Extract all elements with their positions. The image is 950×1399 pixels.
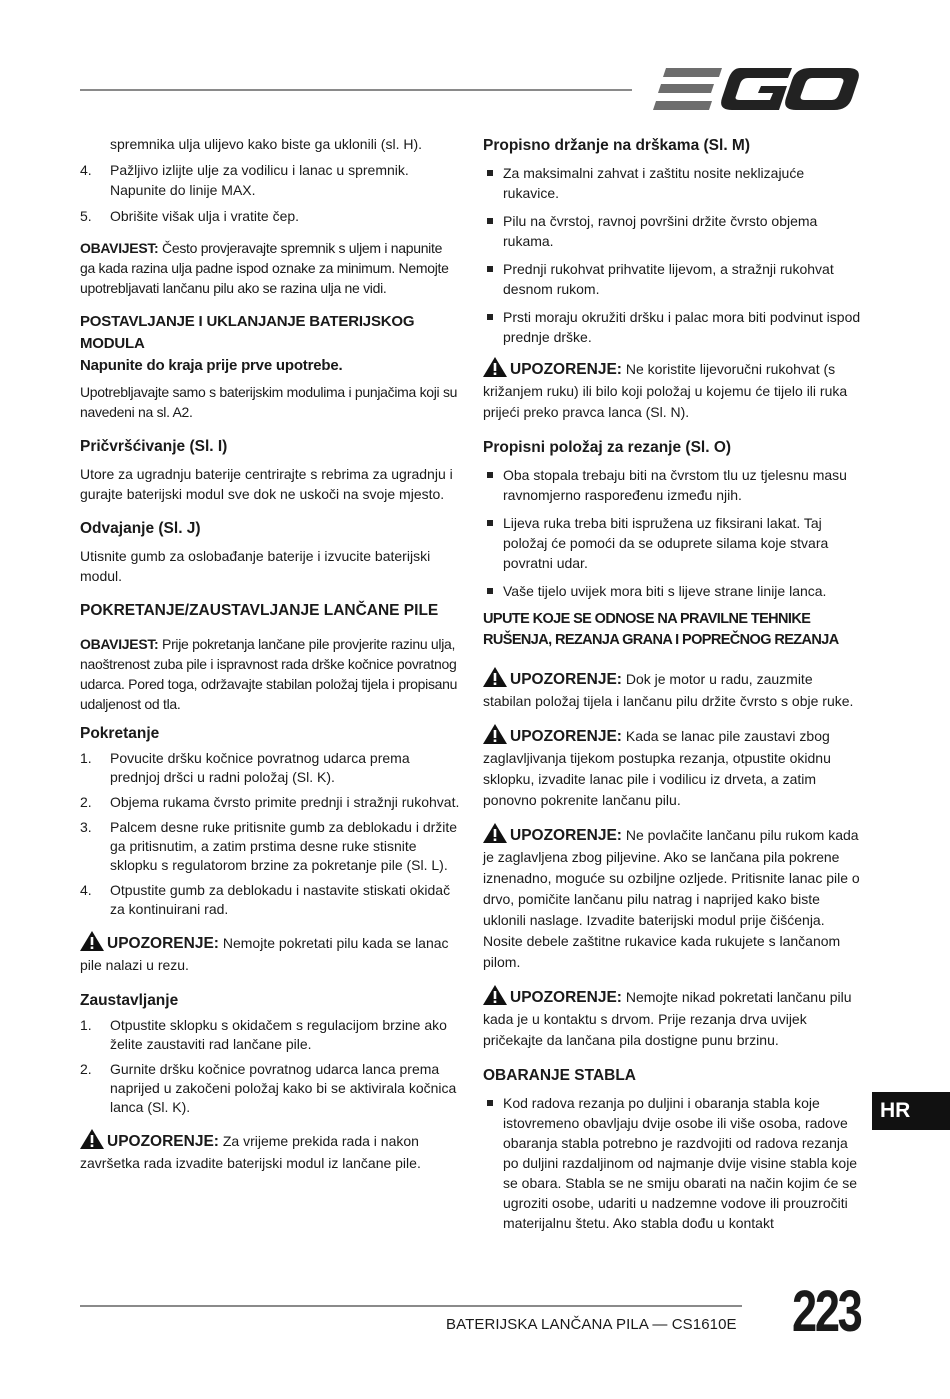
felling-list: [483, 1093, 861, 1233]
notice-oil: OBAVIJEST: Često provjeravajte spremnik s uljem i napunite ga kada razina ulja padne ispod oznake za minimum. Nemojte upotrebljavati lančanu pilu ako se razina ulja ne vidi.: [80, 240, 449, 296]
felling-heading: OBARANJE STABLA: [483, 1067, 636, 1084]
start-heading: Pokretanje: [80, 725, 160, 742]
oil-steps: [80, 160, 460, 226]
attach-text: Utore za ugradnju baterije centrirajte s rebrima za ugradnju i gurajte baterijski modul sve dok ne uskoči na svoje mjesto.: [80, 466, 453, 502]
warning-pull: UPOZORENJE: Ne povlačite lančanu pilu rukom kada je zaglavljena zbog piljevine. Ako se lančana pila pokrene iznenadno, moguće su ozbiljne ozljede. Pritisnite lanac pile o drvo, pomičite lančanu pilu natrag i naprijed kako biste uklonili naslage. Izvadite baterijski modul prije čišćenja. Nosite debele zaštitne rukavice kada rukujete s lančanom pilom.: [483, 823, 861, 973]
position-list: [483, 465, 861, 601]
warning-icon: [483, 667, 507, 687]
technique-heading: UPUTE KOJE SE ODNOSE NA PRAVILNE TEHNIKE RUŠENJA, REZANJA GRANA I POPREČNOG REZANJA: [483, 611, 839, 648]
stop-steps: [80, 1016, 460, 1117]
list-item: Lijeva ruka treba biti ispružena uz fiksirani lakat. Taj položaj će pomoći da se oduprete silama koje stvara povratni udar.: [483, 513, 861, 573]
list-item: 1. Povucite dršku kočnice povratnog udarca prema prednjoj dršci u radni položaj (Sl. K).: [80, 750, 410, 785]
warning-icon: [483, 823, 507, 843]
ego-logo: [652, 66, 860, 112]
start-steps: [80, 749, 460, 919]
startstop-heading: POKRETANJE/ZAUSTAVLJANJE LANČANE PILE: [80, 602, 439, 619]
left-column: [80, 134, 460, 1174]
warning-grip: UPOZORENJE: Ne koristite lijevoručni rukohvat (s križanjem ruku) ili bilo koji položaj u kojemu će tijelo ili ruka prijeći preko pravca lanca (Sl. N).: [483, 357, 861, 423]
detach-text: Utisnite gumb za oslobađanje baterije i izvucite baterijski modul.: [80, 548, 431, 584]
grip-list: [483, 163, 861, 347]
footer-title: BATERIJSKA LANČANA PILA — CS1610E: [446, 1316, 737, 1333]
continued-text: spremnika ulja ulijevo kako biste ga uklonili (sl. H).: [110, 136, 423, 152]
warning-contact: UPOZORENJE: Nemojte nikad pokretati lančanu pilu kada je u kontaktu s drvom. Prije rezanja drva uvijek pričekajte da lančana pila dostigne punu brzinu.: [483, 985, 861, 1051]
battery-heading: POSTAVLJANJE I UKLANJANJE BATERIJSKOG MODULA: [80, 313, 415, 352]
language-tab: HR: [872, 1092, 950, 1130]
list-item: 1. Otpustite sklopku s okidačem s regulacijom brzine ako želite zaustaviti rad lančane pile.: [80, 1017, 447, 1052]
header-rule: [80, 89, 632, 91]
warning-stuck: UPOZORENJE: Kada se lanac pile zaustavi zbog zaglavljivanja tijekom postupka rezanja, otpustite okidnu sklopku, izvadite lanac pile i vodilicu iz drveta, a zatim ponovno pokrenite lančanu pilu.: [483, 724, 861, 811]
list-item: 2. Gurnite dršku kočnice povratnog udarca lanca prema naprijed u zakočeni položaj kako bi se aktivirala kočnica lanca (Sl. K).: [80, 1061, 457, 1115]
list-item: 4. Otpustite gumb za deblokadu i nastavite stiskati okidač za kontinuirani rad.: [80, 882, 451, 917]
list-item: Prednji rukohvat prihvatite lijevom, a stražnji rukohvat desnom rukom.: [483, 259, 861, 299]
warning-icon: [483, 357, 507, 377]
list-item: 4. Pažljivo izlijte ulje za vodilicu i lanac u spremnik. Napunite do linije MAX.: [80, 162, 409, 198]
list-item: 2. Objema rukama čvrsto primite prednji i stražnji rukohvat.: [80, 794, 460, 810]
attach-heading: Pričvršćivanje (Sl. I): [80, 438, 228, 455]
warning-icon: [80, 1129, 104, 1149]
list-item: Vaše tijelo uvijek mora biti s lijeve strane linije lanca.: [483, 581, 861, 601]
position-heading: Propisni položaj za rezanje (Sl. O): [483, 439, 732, 456]
page-number: 223: [792, 1279, 861, 1344]
right-column: [483, 135, 861, 1233]
battery-subheading: Napunite do kraja prije prve upotrebe.: [80, 357, 343, 374]
list-item: Oba stopala trebaju biti na čvrstom tlu uz tjelesnu masu ravnomjerno raspoređenu između njih.: [483, 465, 861, 505]
battery-text: Upotrebljavajte samo s baterijskim modulima i punjačima koji su navedeni na sl. A2.: [80, 384, 458, 420]
list-item: 5. Obrišite višak ulja i vratite čep.: [80, 208, 300, 224]
list-item: Prsti moraju okružiti dršku i palac mora biti podvinut ispod prednje drške.: [483, 307, 861, 347]
warning-icon: [483, 985, 507, 1005]
list-item: Za maksimalni zahvat i zaštitu nosite neklizajuće rukavice.: [483, 163, 861, 203]
notice-start: OBAVIJEST: Prije pokretanja lančane pile provjerite razinu ulja, naoštrenost zuba pile i ispravnost rada drške kočnice povratnog udarca. Pored toga, održavajte stabilan položaj tijela i propisanu udaljenost od tla.: [80, 636, 458, 712]
detach-heading: Odvajanje (Sl. J): [80, 520, 201, 537]
warning-stable: UPOZORENJE: Dok je motor u radu, zauzmite stabilan položaj tijela i lančanu pilu držite čvrsto s obje ruke.: [483, 667, 861, 712]
warning-remove-battery: UPOZORENJE: Za vrijeme prekida rada i nakon završetka rada izvadite baterijski modul iz lančane pile.: [80, 1129, 460, 1174]
list-item: 3. Palcem desne ruke pritisnite gumb za deblokadu i držite ga pritisnutim, a zatim prstima desne ruke stisnite sklopku s regulatorom brzine za pokretanje pile (Sl. L).: [80, 819, 458, 873]
stop-heading: Zaustavljanje: [80, 992, 179, 1009]
footer-rule: [80, 1305, 742, 1307]
warning-icon: [483, 724, 507, 744]
warning-icon: [80, 931, 104, 951]
list-item: Kod radova rezanja po duljini i obaranja stabla koje istovremeno obavljaju dvije osobe ili više osoba, radove obaranja stabla potrebno je razdvojiti od radova rezanja po duljini razdaljinom od najmanje dvije visine stabla koje se obara. Stabla se ne smiju obarati na način kojim će se ugroziti osobe, udariti u nadzemne vodove ili prouzročiti materijalnu štetu. Ako stabla dođu u kontakt: [483, 1093, 861, 1233]
grip-heading: Propisno držanje na drškama (Sl. M): [483, 137, 751, 154]
warning-in-cut: UPOZORENJE: Nemojte pokretati pilu kada se lanac pile nalazi u rezu.: [80, 931, 460, 976]
list-item: Pilu na čvrstoj, ravnoj površini držite čvrsto objema rukama.: [483, 211, 861, 251]
